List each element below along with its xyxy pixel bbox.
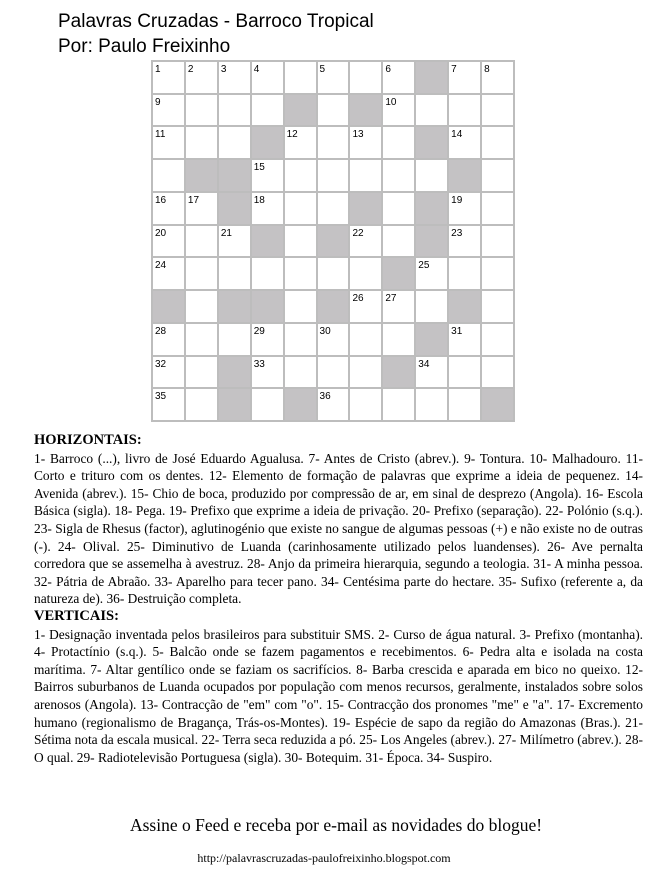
black-cell (416, 324, 447, 355)
grid-cell[interactable] (383, 291, 414, 322)
clue-number: 32 (155, 358, 167, 370)
grid-cell[interactable] (186, 226, 217, 257)
down-clues: 1- Designação inventada pelos brasileiros para substituir SMS. 2- Curso de água natural. 3- Prefixo (montanha). 4- Protactínio (s.q.). 5- Balcão onde se fazem pagamentos e recebimentos. 6- Pedra alta e isolada na costa marítima. 7- Altar gentílico onde se faziam os sacrifícios. 8- Barba crescida e aparada em bico no queixo. 12- Bairros suburbanos de Luanda ocupados por população com menos recursos, geralmente, instalados sobre solos arenosos (Angola). 13- Contracção de "em" com "o". 15- Contracção dos pronomes "me" e "a". 17- Excremento humano (regionalismo de Bragança, Trás-os-Montes). 19- Espécie de sapo da região do Amazonas (Bras.). 21- Sétima nota da escala musical. 22- Terra seca reduzida a pó. 25- Los Angeles (abrev.). 27- Milímetro (abrev.). 28- O qual. 29- Radiotelevisão Portuguesa (sigla). 30- Botequim. 31- Época. 34- Suspiro. (34, 626, 643, 765)
grid-cell[interactable] (285, 127, 316, 158)
grid-cell[interactable] (318, 95, 349, 126)
black-cell (482, 389, 513, 420)
grid-cell[interactable] (186, 291, 217, 322)
grid-cell[interactable] (416, 160, 447, 191)
black-cell (219, 160, 250, 191)
grid-cell[interactable] (383, 127, 414, 158)
clue-number: 30 (319, 325, 331, 337)
grid-cell[interactable] (252, 62, 283, 93)
black-cell (318, 226, 349, 257)
grid-cell[interactable] (285, 226, 316, 257)
grid-cell[interactable] (482, 258, 513, 289)
grid-cell[interactable] (350, 160, 381, 191)
grid-cell[interactable] (252, 193, 283, 224)
grid-cell[interactable] (383, 193, 414, 224)
clue-number: 6 (385, 64, 391, 75)
clue-number: 28 (155, 325, 167, 337)
black-cell (383, 357, 414, 388)
clue-number: 31 (451, 325, 463, 337)
grid-cell[interactable] (482, 160, 513, 191)
grid-cell[interactable] (350, 62, 381, 93)
puzzle-header (58, 9, 374, 59)
clue-number: 24 (155, 260, 167, 272)
grid-cell[interactable] (153, 226, 184, 257)
grid-cell[interactable] (482, 62, 513, 93)
grid-cell[interactable] (252, 95, 283, 126)
clue-number: 5 (319, 64, 326, 75)
grid-cell[interactable] (318, 258, 349, 289)
clue-number: 34 (418, 358, 430, 370)
grid-cell[interactable] (186, 193, 217, 224)
black-cell (449, 160, 480, 191)
grid-cell[interactable] (219, 258, 250, 289)
grid-cell[interactable] (252, 389, 283, 420)
grid-cell[interactable] (416, 291, 447, 322)
grid-cell[interactable] (482, 324, 513, 355)
clue-number: 11 (155, 129, 166, 141)
black-cell (252, 291, 283, 322)
black-cell (350, 95, 381, 126)
grid-cell[interactable] (449, 193, 480, 224)
clue-number: 17 (187, 194, 200, 206)
black-cell (219, 357, 250, 388)
grid-cell[interactable] (318, 193, 349, 224)
grid-cell[interactable] (153, 324, 184, 355)
grid-cell[interactable] (449, 357, 480, 388)
grid-cell[interactable] (153, 62, 184, 93)
clue-number: 2 (187, 64, 194, 75)
grid-cell[interactable] (449, 226, 480, 257)
black-cell (219, 193, 250, 224)
grid-cell[interactable] (318, 160, 349, 191)
grid-cell[interactable] (449, 127, 480, 158)
grid-cell[interactable] (350, 324, 381, 355)
grid-cell[interactable] (186, 62, 217, 93)
across-heading: HORIZONTAIS: (34, 432, 142, 448)
grid-cell[interactable] (219, 324, 250, 355)
grid-cell[interactable] (383, 95, 414, 126)
black-cell (285, 95, 316, 126)
grid-cell[interactable] (285, 62, 316, 93)
clue-number: 14 (451, 129, 463, 141)
black-cell (416, 193, 447, 224)
clue-number: 13 (352, 129, 364, 141)
grid-cell[interactable] (350, 226, 381, 257)
grid-cell[interactable] (153, 95, 184, 126)
grid-cell[interactable] (219, 127, 250, 158)
clue-number: 12 (286, 129, 298, 141)
grid-cell[interactable] (416, 389, 447, 420)
black-cell (416, 62, 447, 93)
puzzle-author: Por: Paulo Freixinho (58, 36, 231, 57)
clue-number: 9 (155, 96, 161, 108)
grid-cell[interactable] (186, 95, 217, 126)
grid-cell[interactable] (153, 389, 184, 420)
grid-cell[interactable] (350, 291, 381, 322)
clue-number: 29 (253, 325, 265, 337)
black-cell (449, 291, 480, 322)
grid-cell[interactable] (285, 258, 316, 289)
grid-cell[interactable] (186, 324, 217, 355)
grid-cell[interactable] (416, 258, 447, 289)
clue-number: 26 (352, 293, 364, 305)
grid-cell[interactable] (383, 62, 414, 93)
grid-cell[interactable] (186, 258, 217, 289)
grid-cell[interactable] (383, 324, 414, 355)
clue-number: 1 (155, 64, 161, 75)
grid-cell[interactable] (285, 291, 316, 322)
grid-cell[interactable] (449, 389, 480, 420)
black-cell (416, 127, 447, 158)
black-cell (186, 160, 217, 191)
grid-cell[interactable] (252, 258, 283, 289)
grid-cell[interactable] (219, 95, 250, 126)
grid-cell[interactable] (416, 357, 447, 388)
grid-cell[interactable] (482, 226, 513, 257)
across-clues: 1- Barroco (...), livro de José Eduardo Agualusa. 7- Antes de Cristo (abrev.). 9- Tontura. 10- Malhadouro. 11- Corto e trituro com os dentes. 12- Elemento de formação de palavras que exprime a ideia de pequenez. 14- Avenida (abrev.). 15- Chio de boca, produzido por compressão de ar, em sinal de desprezo (Angola). 16- Escola Básica (sigla). 18- Pega. 19- Prefixo que exprime a ideia de privação. 20- Prefixo (separação). 22- Polónio (s.q.). 23- Sigla de Rhesus (factor), aglutinogénio que existe no sangue de algumas pessoas (+) e não existe no de outras (-). 24- Olival. 25- Diminutivo de Luanda (carinhosamente utilizado pelos luandenses). 26- Ave pernalta corredora que se assemelha à avestruz. 28- Anjo da primeira hierarquia, segundo a teologia. 31- A minha pessoa. 32- Pátria de Abraão. 33- Aparelho para tecer pano. 34- Centésima parte do hectare. 35- Sufixo (referente a, da natureza de). 36- Destruição completa. (34, 450, 643, 607)
grid-cell[interactable] (186, 389, 217, 420)
puzzle-title: Palavras Cruzadas - Barroco Tropical (58, 11, 374, 32)
grid-cell[interactable] (318, 357, 349, 388)
clue-number: 33 (253, 358, 265, 370)
clue-number: 27 (385, 293, 397, 305)
grid-cell[interactable] (285, 193, 316, 224)
grid-cell[interactable] (153, 160, 184, 191)
clue-number: 7 (451, 64, 457, 75)
grid-cell[interactable] (482, 357, 513, 388)
black-cell (350, 193, 381, 224)
clue-number: 8 (484, 64, 490, 75)
grid-cell[interactable] (153, 127, 184, 158)
grid-cell[interactable] (153, 357, 184, 388)
clues-section (34, 432, 643, 766)
grid-cell[interactable] (449, 258, 480, 289)
clue-number: 19 (451, 194, 463, 206)
black-cell (252, 226, 283, 257)
grid-cell[interactable] (350, 389, 381, 420)
grid-cell[interactable] (416, 95, 447, 126)
black-cell (383, 258, 414, 289)
black-cell (153, 291, 184, 322)
grid-cell[interactable] (219, 62, 250, 93)
clue-number: 18 (253, 194, 265, 206)
grid-cell[interactable] (350, 357, 381, 388)
grid-cell[interactable] (153, 193, 184, 224)
grid-cell[interactable] (252, 324, 283, 355)
black-cell (416, 226, 447, 257)
clue-number: 35 (155, 391, 167, 403)
clue-number: 20 (155, 227, 167, 239)
grid-cell[interactable] (252, 160, 283, 191)
clue-number: 15 (253, 162, 265, 174)
grid-cell[interactable] (383, 160, 414, 191)
grid-cell[interactable] (449, 95, 480, 126)
grid-cell[interactable] (252, 357, 283, 388)
clue-number: 21 (220, 227, 232, 239)
feed-subscribe-text: Assine o Feed e receba por e-mail as novidades do blogue! (129, 815, 543, 835)
grid-cell[interactable] (153, 258, 184, 289)
grid-cell[interactable] (186, 357, 217, 388)
grid-cell[interactable] (482, 291, 513, 322)
grid-cell[interactable] (186, 127, 217, 158)
grid-cell[interactable] (285, 160, 316, 191)
grid-cell[interactable] (350, 258, 381, 289)
clue-number: 3 (220, 64, 227, 75)
down-heading: VERTICAIS: (34, 607, 119, 624)
clue-number: 10 (385, 96, 397, 108)
grid-cell[interactable] (449, 324, 480, 355)
grid-cell[interactable] (219, 226, 250, 257)
grid-cell[interactable] (318, 62, 349, 93)
grid-cell[interactable] (318, 324, 349, 355)
clue-number: 36 (319, 391, 331, 403)
grid-cell[interactable] (318, 127, 349, 158)
clue-number: 16 (155, 194, 167, 206)
black-cell (318, 291, 349, 322)
grid-cell[interactable] (350, 127, 381, 158)
blog-url: http://palavrascruzadas-paulofreixinho.blogspot.com (197, 851, 451, 865)
grid-cell[interactable] (318, 389, 349, 420)
black-cell (252, 127, 283, 158)
grid-cell[interactable] (383, 226, 414, 257)
black-cell (219, 291, 250, 322)
grid-cell[interactable] (383, 389, 414, 420)
grid-cell[interactable] (449, 62, 480, 93)
grid-cell[interactable] (285, 357, 316, 388)
clue-number: 23 (451, 227, 463, 239)
black-cell (219, 389, 250, 420)
grid-cell[interactable] (482, 193, 513, 224)
grid-cell[interactable] (482, 127, 513, 158)
black-cell (285, 389, 316, 420)
clue-number: 25 (418, 260, 430, 272)
grid-cell[interactable] (482, 95, 513, 126)
clue-number: 22 (352, 227, 364, 239)
grid-cell[interactable] (285, 324, 316, 355)
crossword-grid (151, 60, 515, 422)
clue-number: 4 (253, 64, 260, 75)
